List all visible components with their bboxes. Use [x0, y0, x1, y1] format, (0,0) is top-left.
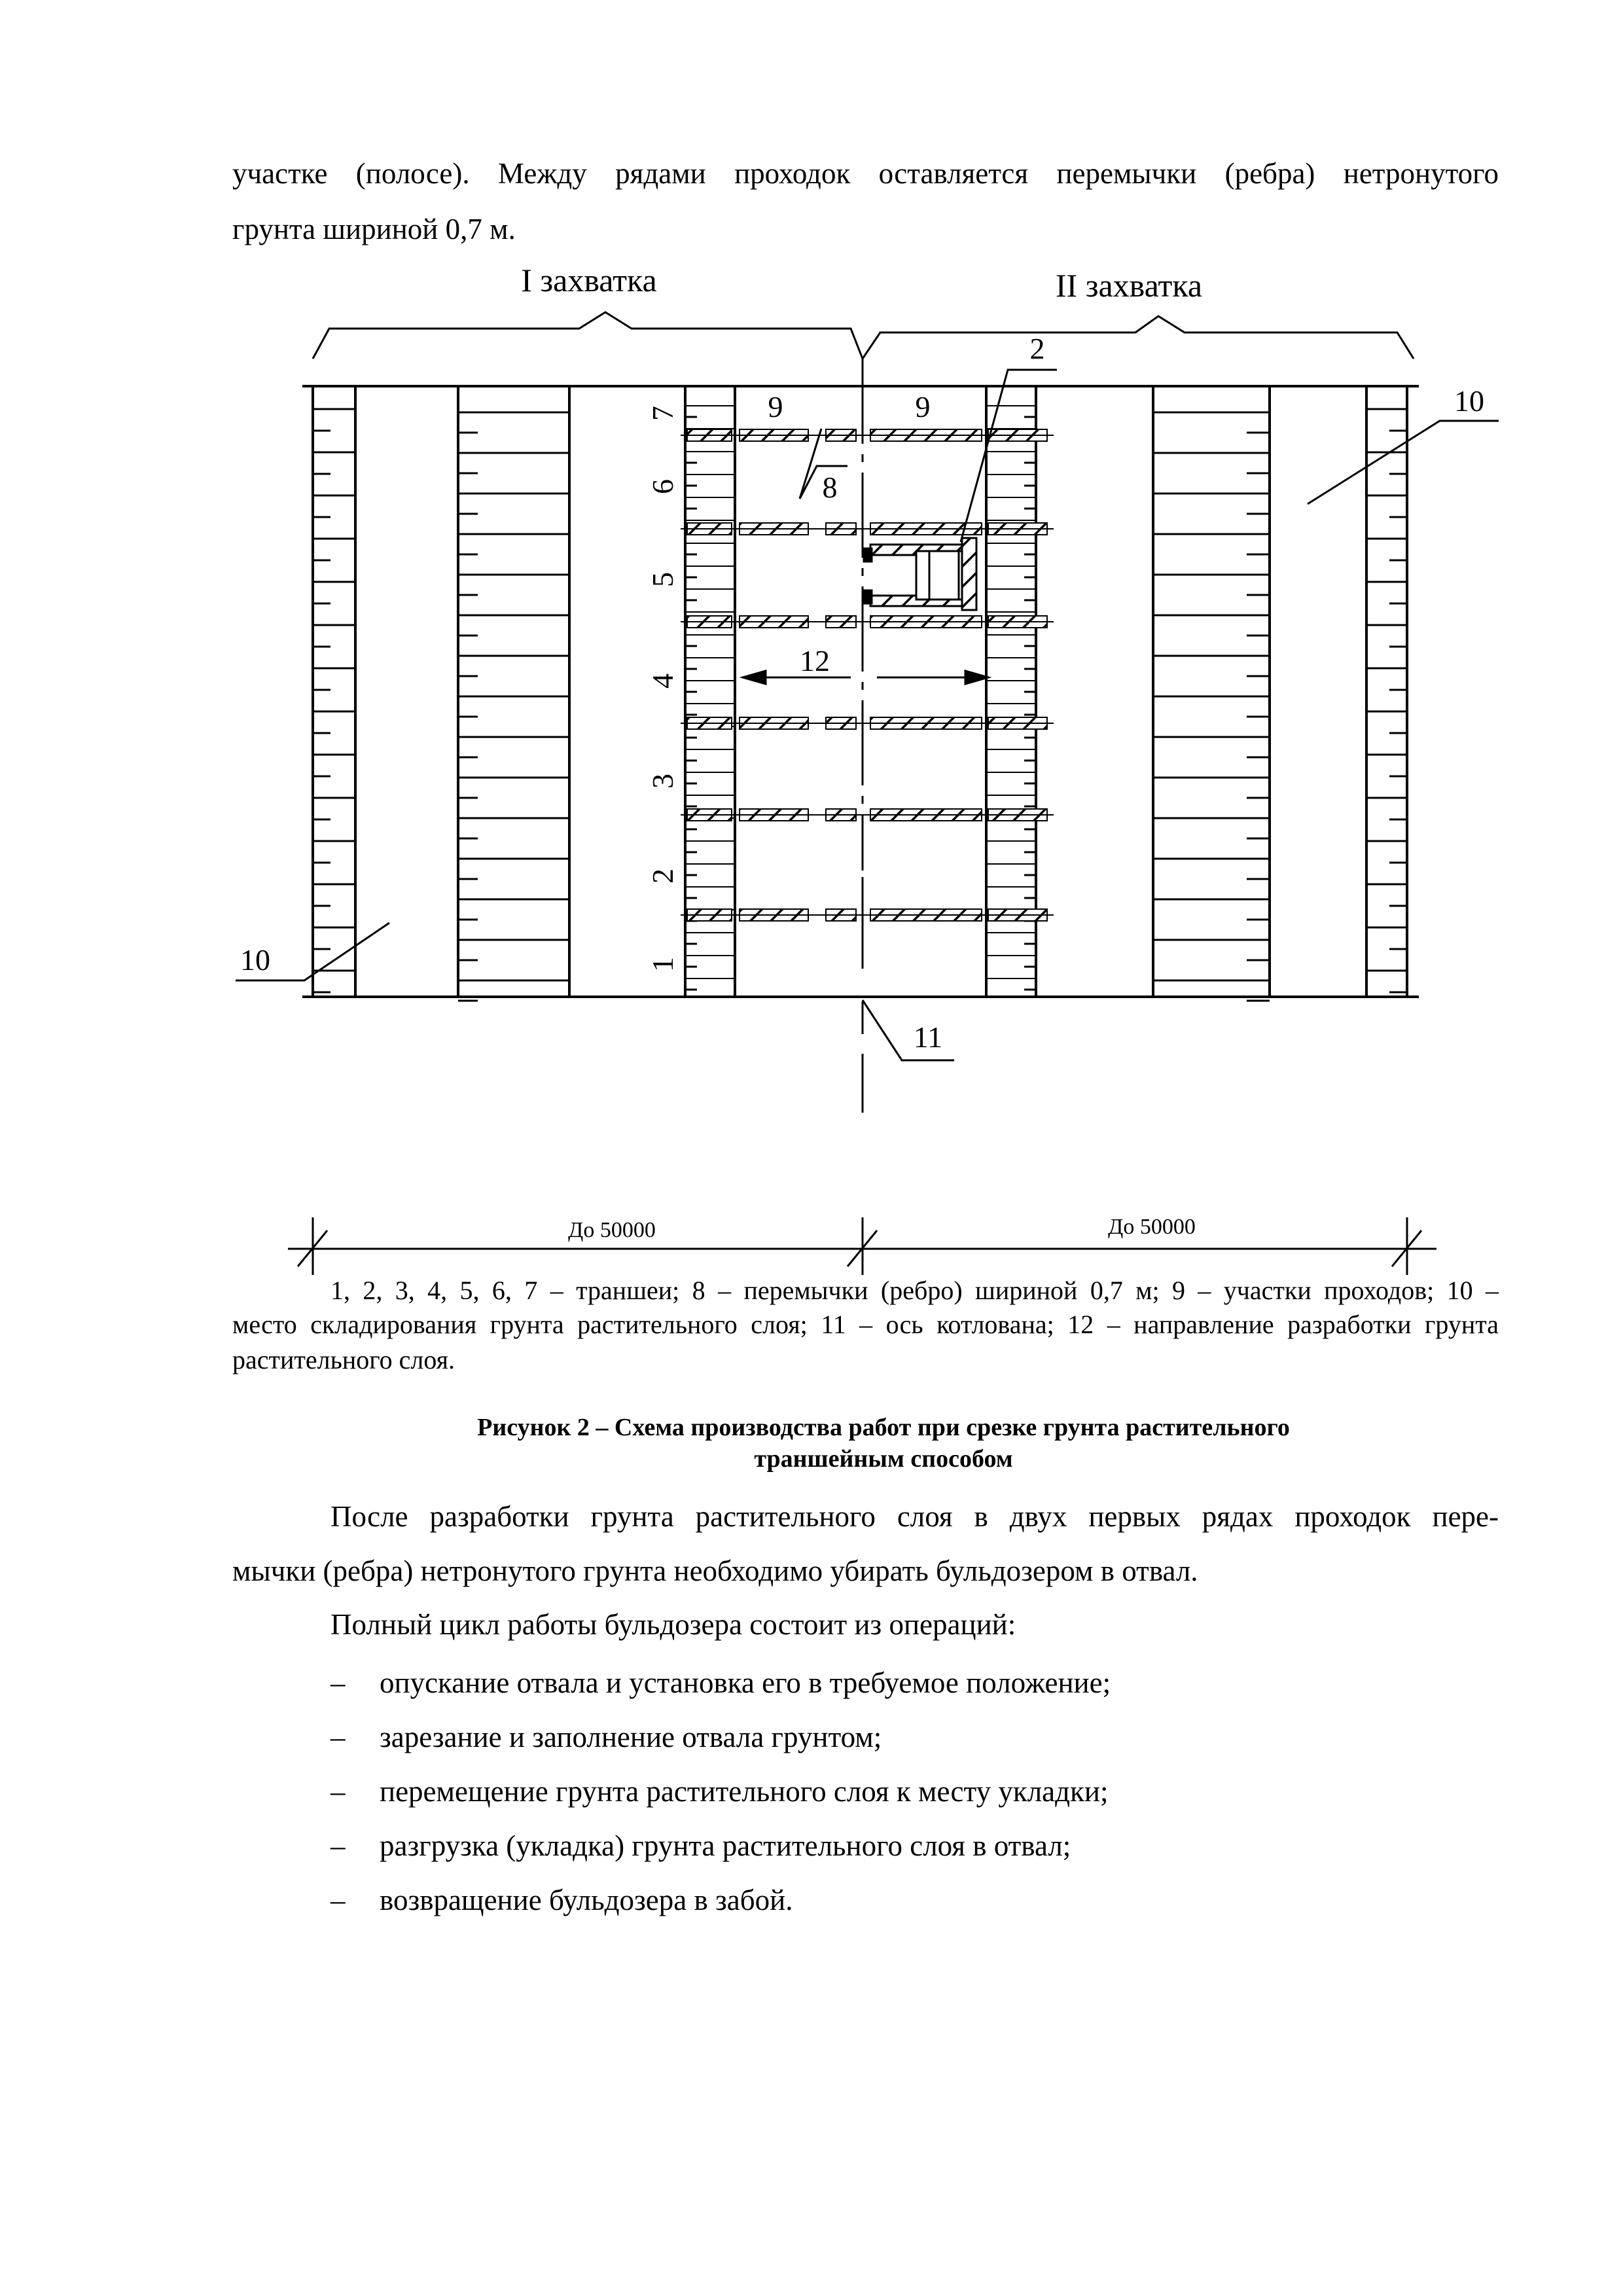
dimension-right-label: До 50000: [1108, 1215, 1196, 1239]
list-item-text: зарезание и заполнение отвала грунтом;: [380, 1721, 882, 1753]
dimension-left-label: До 50000: [568, 1218, 656, 1242]
paragraph-1-line-2: мычки (ребра) нетронутого грунта необходимо убирать бульдозером в отвал.: [232, 1554, 1198, 1587]
intro-line-1: участке (полосе). Между рядами проходок оставляется перемычки (ребра) нетронутого: [232, 157, 1499, 190]
paragraph-1-line-1: После разработки грунта растительного слоя в двух первых рядах проходок пере-: [330, 1500, 1499, 1533]
list-marker: –: [330, 1721, 346, 1753]
grip-1-label: I захватка: [521, 262, 657, 298]
brace-grip-1: [313, 312, 863, 359]
plan-frame: [302, 386, 1419, 997]
leader-2: [961, 370, 1057, 542]
trench-numbers: [646, 406, 679, 972]
label-2: 2: [1029, 332, 1045, 365]
paragraph-2: Полный цикл работы бульдозера состоит из операций:: [330, 1608, 1016, 1641]
intro-line-2: грунта шириной 0,7 м.: [232, 213, 516, 245]
label-9-left: 9: [768, 390, 783, 423]
trench-number-3: 3: [646, 774, 679, 789]
list-item-text: разгрузка (укладка) грунта растительного слоя в отвал;: [380, 1829, 1071, 1862]
figure-legend-rest: место складирования грунта растительного слоя; 11 – ось котлована; 12 – направление разработки грунта растительного слоя.: [232, 1310, 1499, 1374]
list-marker: –: [330, 1829, 346, 1862]
figure-legend-line-1: 1, 2, 3, 4, 5, 6, 7 – траншеи; 8 – перемычки (ребро) шириной 0,7 м; 9 – участки проходов; 10 –: [330, 1276, 1499, 1305]
trench-scheme-figure: [0, 249, 1623, 1296]
label-9-right: 9: [915, 390, 931, 423]
trench-number-2: 2: [646, 869, 679, 884]
label-12: 12: [800, 644, 830, 677]
list-marker: –: [330, 1884, 346, 1916]
grip-2-label: II захватка: [1055, 267, 1203, 304]
label-10-left: 10: [240, 943, 270, 977]
dimension-line: [288, 1217, 1436, 1275]
trench-number-1: 1: [646, 957, 679, 972]
trench-number-6: 6: [646, 479, 679, 494]
label-8: 8: [822, 471, 838, 504]
direction-arrow: [743, 671, 988, 684]
leader-10-right: [1308, 421, 1499, 504]
trench-number-7: 7: [646, 406, 679, 421]
bulldozer-icon: [864, 538, 976, 610]
list-marker: –: [330, 1666, 346, 1699]
figure-title-line-1: Рисунок 2 – Схема производства работ при срезке грунта растительного: [477, 1414, 1290, 1441]
figure-title-line-2: траншейным способом: [754, 1445, 1013, 1473]
label-11: 11: [913, 1020, 943, 1054]
list-marker: –: [330, 1775, 346, 1808]
strip-ticks: [313, 406, 1407, 1001]
trench-number-5: 5: [646, 572, 679, 587]
list-item-text: перемещение грунта растительного слоя к месту укладки;: [380, 1775, 1109, 1808]
strip-boundaries: [313, 386, 1407, 997]
list-item-text: опускание отвала и установка его в требуемое положение;: [380, 1666, 1111, 1699]
trench-number-4: 4: [646, 673, 679, 689]
bridges-ribs: [681, 429, 1054, 921]
brace-grip-2: [863, 316, 1414, 359]
label-10-right: 10: [1454, 384, 1484, 418]
list-item-text: возвращение бульдозера в забой.: [380, 1884, 793, 1916]
